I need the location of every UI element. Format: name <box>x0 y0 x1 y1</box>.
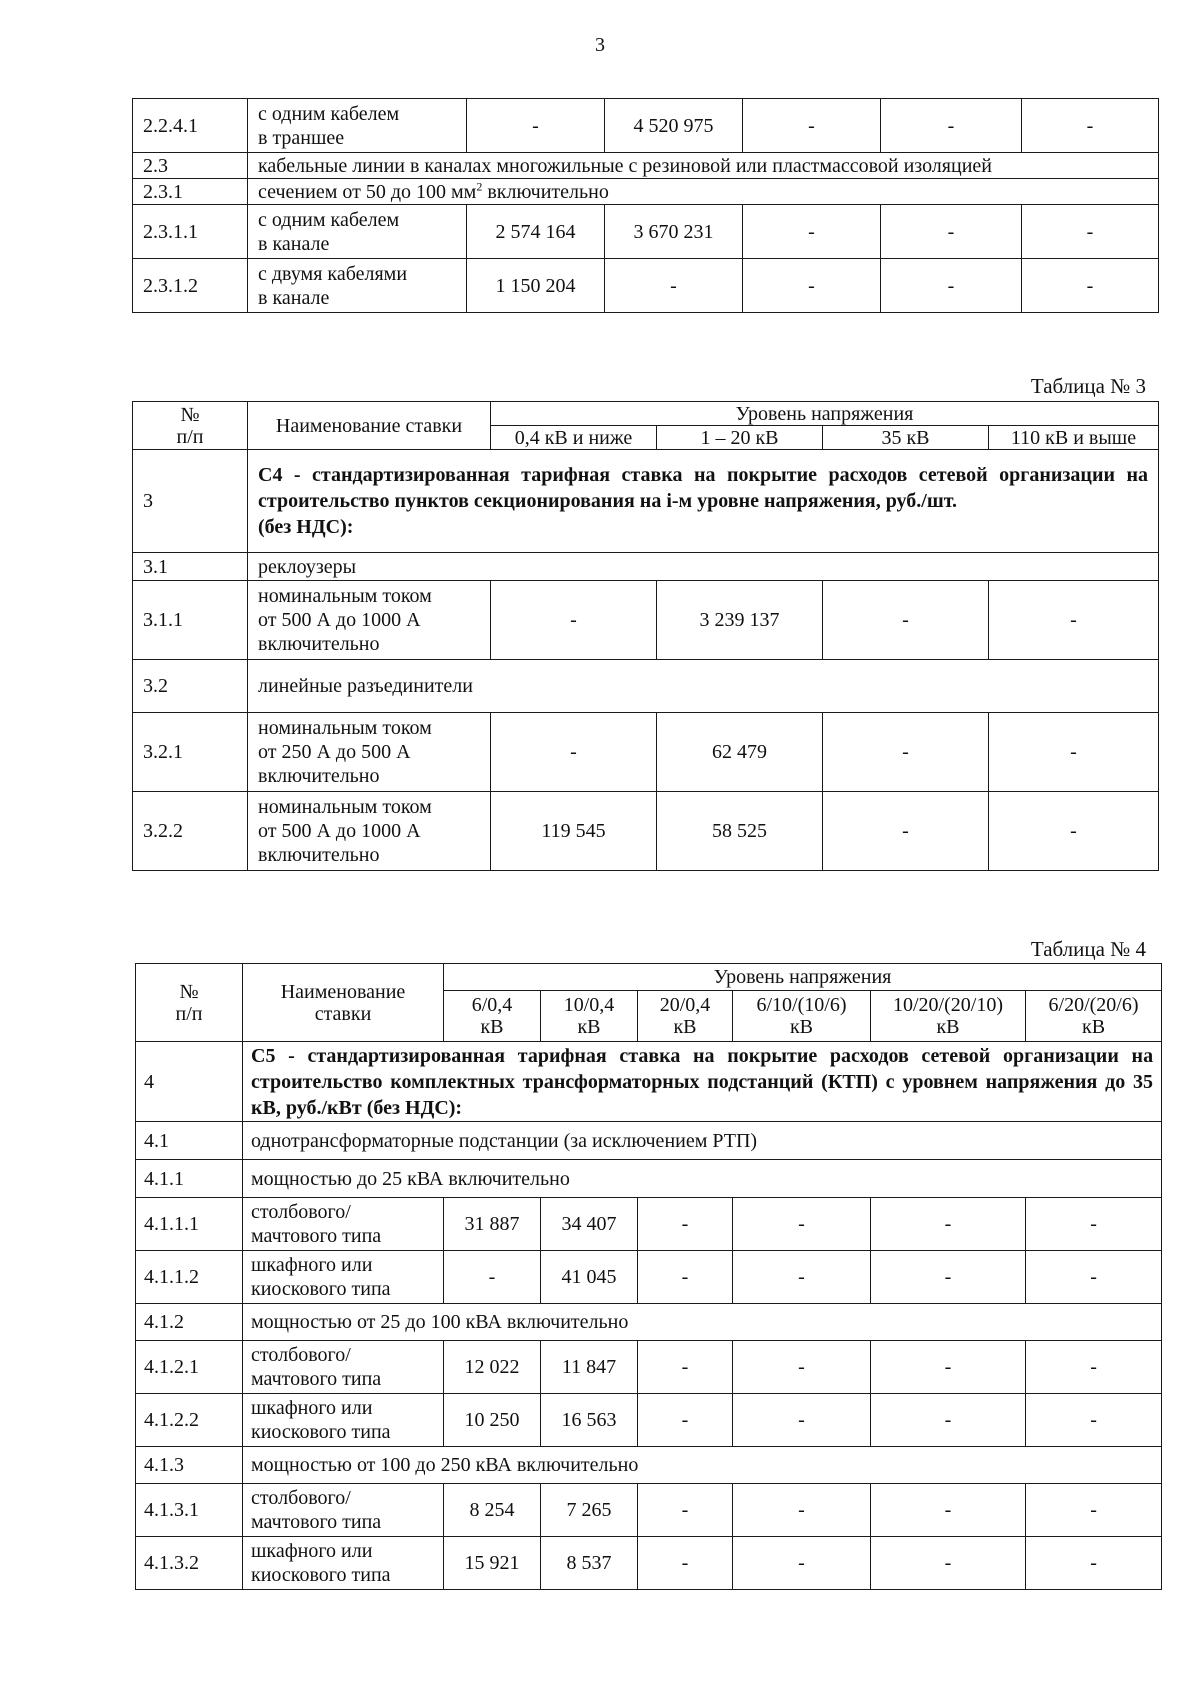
rate-name: столбового/ мачтового типа <box>243 1341 444 1394</box>
value-cell: - <box>823 792 989 871</box>
table-2-continuation <box>132 98 1159 313</box>
value-cell: 58 525 <box>657 792 823 871</box>
row-number: 3 <box>133 450 248 553</box>
table-4 <box>135 963 1162 1590</box>
table-row <box>133 713 1159 792</box>
table-row <box>133 179 1159 205</box>
value-cell: - <box>743 259 881 313</box>
header-voltage-col: 35 кВ <box>823 426 989 450</box>
row-number: 4 <box>136 1042 243 1122</box>
value-cell: 8 537 <box>541 1537 638 1590</box>
row-number: 4.1.2.2 <box>136 1394 243 1447</box>
group-title: мощностью от 100 до 250 кВА включительно <box>243 1447 1162 1484</box>
group-title: реклоузеры <box>248 553 1159 581</box>
rate-name: шкафного или киоскового типа <box>243 1251 444 1304</box>
row-number: 2.3.1.2 <box>133 259 248 313</box>
value-cell: - <box>871 1341 1026 1394</box>
value-cell: 11 847 <box>541 1341 638 1394</box>
table-row <box>136 1198 1162 1251</box>
value-cell: - <box>989 581 1159 660</box>
row-number: 4.1.3.1 <box>136 1484 243 1537</box>
header-number: № п/п <box>136 964 243 1042</box>
row-number: 2.3 <box>133 153 248 179</box>
value-cell: - <box>638 1198 733 1251</box>
group-title: сечением от 50 до 100 $мм^2$ включительно <box>248 179 1159 205</box>
value-cell: - <box>871 1484 1026 1537</box>
row-number: 4.1.1 <box>136 1160 243 1198</box>
rate-name: столбового/ мачтового типа <box>243 1484 444 1537</box>
value-cell: 62 479 <box>657 713 823 792</box>
row-number: 3.2.2 <box>133 792 248 871</box>
value-cell: - <box>881 205 1022 259</box>
value-cell: 1 150 204 <box>467 259 605 313</box>
rate-name: номинальным током от 500 А до 1000 А включительно <box>248 581 491 660</box>
value-cell: - <box>467 99 605 153</box>
value-cell: - <box>871 1251 1026 1304</box>
value-cell: - <box>1026 1484 1162 1537</box>
group-title: линейные разъединители <box>248 660 1159 713</box>
table-row <box>133 660 1159 713</box>
value-cell: - <box>1022 259 1159 313</box>
row-number: 3.1 <box>133 553 248 581</box>
table-row <box>136 1394 1162 1447</box>
value-cell: 4 520 975 <box>605 99 743 153</box>
header-voltage-col: 1 – 20 кВ <box>657 426 823 450</box>
group-title: однотрансформаторные подстанции (за исключением РТП) <box>243 1122 1162 1160</box>
value-cell: - <box>881 259 1022 313</box>
section-row <box>136 1042 1162 1122</box>
rate-name: с двумя кабелями в канале <box>248 259 467 313</box>
table-row <box>136 1304 1162 1341</box>
value-cell: - <box>638 1484 733 1537</box>
row-number: 4.1.1.1 <box>136 1198 243 1251</box>
header-voltage-col: 6/0,4 кВ <box>444 991 541 1042</box>
value-cell: 2 574 164 <box>467 205 605 259</box>
header-voltage-level: Уровень напряжения <box>444 964 1162 991</box>
table-row <box>133 99 1159 153</box>
value-cell: - <box>444 1251 541 1304</box>
value-cell: - <box>733 1537 871 1590</box>
header-voltage-col: 6/10/(10/6) кВ <box>733 991 871 1042</box>
section-title: С5 - стандартизированная тарифная ставка на покрытие расходов сетевой организации на строительство комплектных трансформаторных подстанций (КТП) с уровнем напряжения до 35 кВ, руб./кВт (без НДС): <box>243 1042 1162 1122</box>
value-cell: - <box>1026 1251 1162 1304</box>
row-number: 4.1 <box>136 1122 243 1160</box>
value-cell: - <box>605 259 743 313</box>
value-cell: - <box>1026 1394 1162 1447</box>
header-voltage-col: 6/20/(20/6) кВ <box>1026 991 1162 1042</box>
value-cell: - <box>638 1394 733 1447</box>
rate-name: с одним кабелем в канале <box>248 205 467 259</box>
header-voltage-col: 10/0,4 кВ <box>541 991 638 1042</box>
table-3-caption: Таблица № 3 <box>1030 374 1146 398</box>
value-cell: - <box>1026 1341 1162 1394</box>
header-voltage-col: 0,4 кВ и ниже <box>491 426 657 450</box>
header-voltage-level: Уровень напряжения <box>491 402 1159 426</box>
row-number: 4.1.2 <box>136 1304 243 1341</box>
value-cell: 16 563 <box>541 1394 638 1447</box>
value-cell: 34 407 <box>541 1198 638 1251</box>
value-cell: - <box>743 205 881 259</box>
table-row <box>136 1160 1162 1198</box>
value-cell: - <box>491 713 657 792</box>
table-3 <box>132 401 1159 871</box>
row-number: 4.1.3 <box>136 1447 243 1484</box>
value-cell: 8 254 <box>444 1484 541 1537</box>
section-row <box>133 450 1159 553</box>
value-cell: - <box>1026 1198 1162 1251</box>
table-row <box>136 1537 1162 1590</box>
page-number: 3 <box>595 34 605 56</box>
value-cell: - <box>881 99 1022 153</box>
row-number: 2.2.4.1 <box>133 99 248 153</box>
header-voltage-col: 20/0,4 кВ <box>638 991 733 1042</box>
value-cell: 41 045 <box>541 1251 638 1304</box>
table-4-caption: Таблица № 4 <box>1030 937 1146 961</box>
table-row <box>133 553 1159 581</box>
row-number: 4.1.2.1 <box>136 1341 243 1394</box>
value-cell: 31 887 <box>444 1198 541 1251</box>
rate-name: с одним кабелем в траншее <box>248 99 467 153</box>
value-cell: - <box>733 1394 871 1447</box>
rate-name: шкафного или киоскового типа <box>243 1394 444 1447</box>
row-number: 2.3.1 <box>133 179 248 205</box>
header-number: № п/п <box>133 402 248 450</box>
value-cell: 10 250 <box>444 1394 541 1447</box>
header-voltage-col: 10/20/(20/10) кВ <box>871 991 1026 1042</box>
row-number: 3.2 <box>133 660 248 713</box>
row-number: 2.3.1.1 <box>133 205 248 259</box>
rate-name: номинальным током от 500 А до 1000 А включительно <box>248 792 491 871</box>
value-cell: - <box>823 713 989 792</box>
value-cell: 7 265 <box>541 1484 638 1537</box>
value-cell: - <box>733 1251 871 1304</box>
table-row <box>133 792 1159 871</box>
row-number: 3.1.1 <box>133 581 248 660</box>
table-row <box>136 1484 1162 1537</box>
header-rate-name: Наименование ставки <box>248 402 491 450</box>
value-cell: - <box>733 1198 871 1251</box>
value-cell: - <box>743 99 881 153</box>
value-cell: - <box>733 1341 871 1394</box>
value-cell: - <box>823 581 989 660</box>
header-rate-name: Наименование ставки <box>243 964 444 1042</box>
value-cell: - <box>871 1394 1026 1447</box>
rate-name: столбового/ мачтового типа <box>243 1198 444 1251</box>
value-cell: 3 239 137 <box>657 581 823 660</box>
table-row <box>136 1341 1162 1394</box>
table-header-row <box>133 402 1159 426</box>
value-cell: 15 921 <box>444 1537 541 1590</box>
value-cell: - <box>989 713 1159 792</box>
value-cell: - <box>733 1484 871 1537</box>
table-header-row <box>136 964 1162 991</box>
value-cell: - <box>871 1537 1026 1590</box>
value-cell: - <box>1022 99 1159 153</box>
rate-name: номинальным током от 250 А до 500 А включительно <box>248 713 491 792</box>
table-row <box>133 581 1159 660</box>
table-row <box>136 1122 1162 1160</box>
value-cell: - <box>1022 205 1159 259</box>
row-number: 3.2.1 <box>133 713 248 792</box>
row-number: 4.1.1.2 <box>136 1251 243 1304</box>
value-cell: - <box>1026 1537 1162 1590</box>
group-title: кабельные линии в каналах многожильные с резиновой или пластмассовой изоляцией <box>248 153 1159 179</box>
table-row <box>136 1447 1162 1484</box>
value-cell: 119 545 <box>491 792 657 871</box>
table-row <box>136 1251 1162 1304</box>
header-voltage-col: 110 кВ и выше <box>989 426 1159 450</box>
section-title: С4 - стандартизированная тарифная ставка на покрытие расходов сетевой организации на строительство пунктов секционирования на i-м уровне напряжения, руб./шт. (без НДС): <box>248 450 1159 553</box>
table-row <box>133 259 1159 313</box>
value-cell: - <box>871 1198 1026 1251</box>
table-row <box>133 153 1159 179</box>
value-cell: 3 670 231 <box>605 205 743 259</box>
value-cell: 12 022 <box>444 1341 541 1394</box>
value-cell: - <box>989 792 1159 871</box>
row-number: 4.1.3.2 <box>136 1537 243 1590</box>
table-row <box>133 205 1159 259</box>
value-cell: - <box>491 581 657 660</box>
group-title: мощностью до 25 кВА включительно <box>243 1160 1162 1198</box>
rate-name: шкафного или киоскового типа <box>243 1537 444 1590</box>
value-cell: - <box>638 1251 733 1304</box>
value-cell: - <box>638 1537 733 1590</box>
value-cell: - <box>638 1341 733 1394</box>
group-title: мощностью от 25 до 100 кВА включительно <box>243 1304 1162 1341</box>
